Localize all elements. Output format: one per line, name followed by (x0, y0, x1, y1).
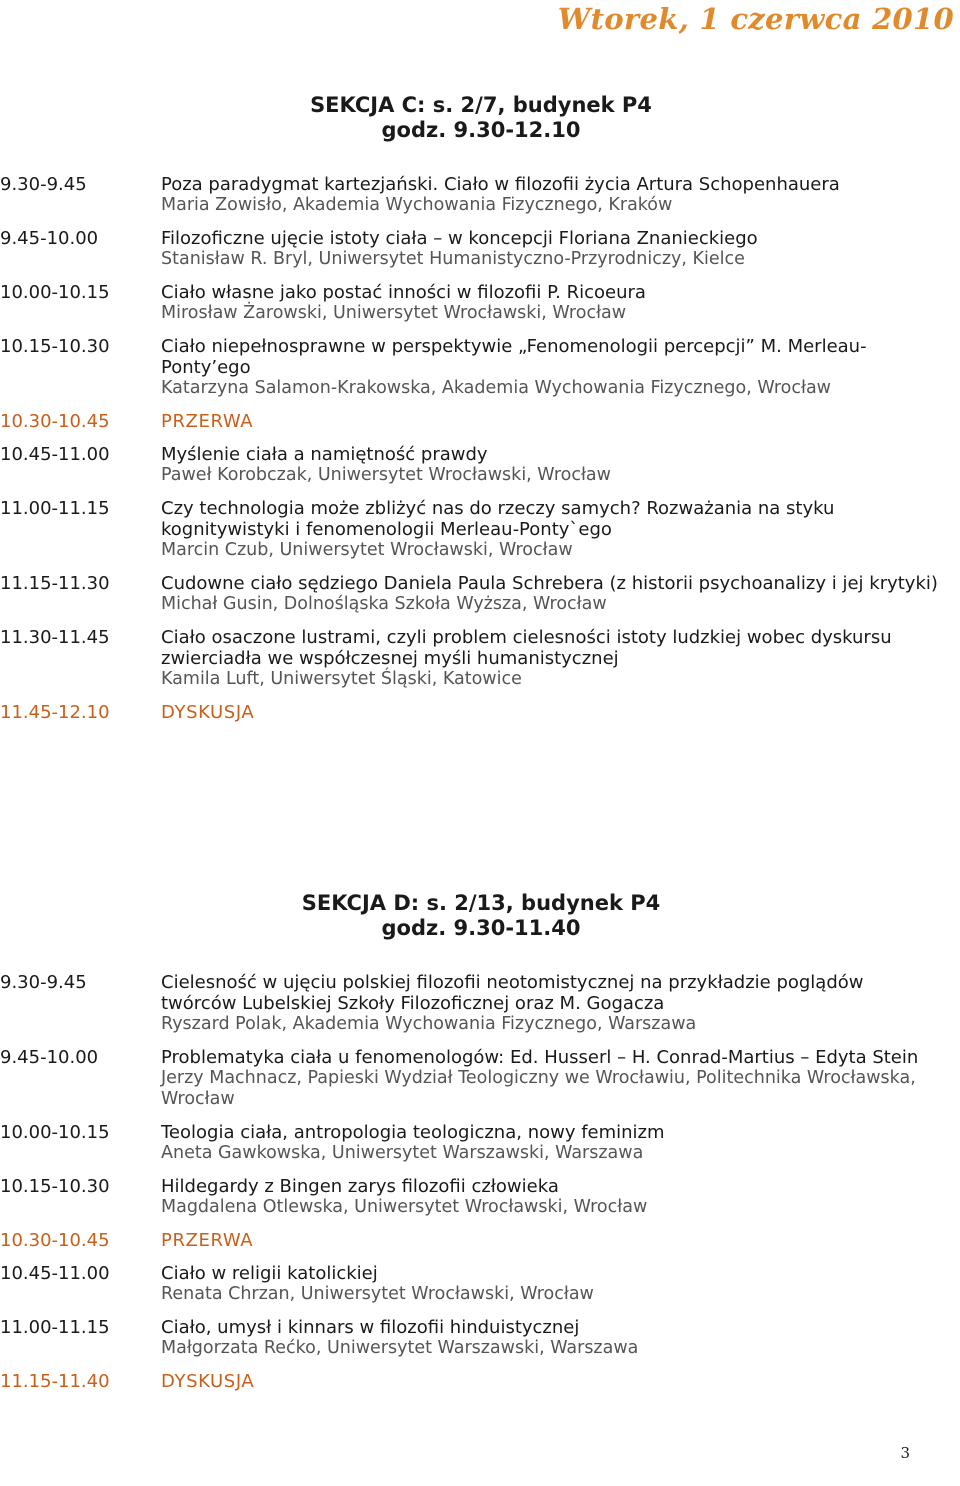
entry-time: 11.15-11.40 (0, 1371, 110, 1392)
schedule-entry (0, 972, 960, 1035)
entry-title: Ciało niepełnosprawne w perspektywie „Fenomenologii percepcji” M. Merleau-Ponty’ego (161, 336, 867, 378)
entry-author: Stanisław R. Bryl, Uniwersytet Humanistyczno-Przyrodniczy, Kielce (161, 249, 745, 269)
entry-author: Kamila Luft, Uniwersytet Śląski, Katowice (161, 669, 522, 689)
section-hours: godz. 9.30-12.10 (381, 118, 581, 142)
section-title: SEKCJA C: s. 2/7, budynek P4 (310, 93, 652, 117)
section-d (0, 891, 960, 1404)
entry-author: Aneta Gawkowska, Uniwersytet Warszawski, Warszawa (161, 1143, 644, 1163)
entry-time: 9.45-10.00 (0, 1047, 99, 1068)
entry-author: Michał Gusin, Dolnośląska Szkoła Wyższa, Wrocław (161, 594, 607, 614)
entry-title: Myślenie ciała a namiętność prawdy (161, 444, 488, 465)
entry-title: Czy technologia może zbliżyć nas do rzeczy samych? Rozważania na styku kognitywistyki i fenomenologii Merleau-Ponty`ego (161, 498, 835, 540)
schedule-entry (0, 282, 960, 324)
entry-author: Maria Zowisło, Akademia Wychowania Fizycznego, Kraków (161, 195, 673, 215)
entry-author: Małgorzata Rećko, Uniwersytet Warszawski, Warszawa (161, 1338, 639, 1358)
entry-title: Ciało, umysł i kinnars w filozofii hinduistycznej (161, 1317, 580, 1338)
schedule-discussion (0, 1371, 960, 1392)
entry-author: Paweł Korobczak, Uniwersytet Wrocławski, Wrocław (161, 465, 611, 485)
entry-time: 10.45-11.00 (0, 444, 110, 465)
entry-time: 10.45-11.00 (0, 1263, 110, 1284)
section-title: SEKCJA D: s. 2/13, budynek P4 (301, 891, 661, 915)
entry-author: Mirosław Żarowski, Uniwersytet Wrocławski, Wrocław (161, 303, 627, 323)
section-heading (0, 93, 960, 143)
page-date-header: Wtorek, 1 czerwca 2010 (557, 2, 954, 36)
entry-title: Poza paradygmat kartezjański. Ciało w filozofii życia Artura Schopenhauera (161, 174, 840, 195)
schedule-entry (0, 174, 960, 216)
entry-time: 10.00-10.15 (0, 1122, 110, 1143)
entry-title: Ciało osaczone lustrami, czyli problem cielesności istoty ludzkiej wobec dyskursu zwierciadła we współczesnej myśli humanistycznej (161, 627, 892, 669)
entry-time: 10.15-10.30 (0, 1176, 110, 1197)
entry-time: 11.30-11.45 (0, 627, 110, 648)
entry-time: 11.15-11.30 (0, 573, 110, 594)
entry-author: Magdalena Otlewska, Uniwersytet Wrocławski, Wrocław (161, 1197, 648, 1217)
entry-time: 9.45-10.00 (0, 228, 99, 249)
entry-title: Problematyka ciała u fenomenologów: Ed. Husserl – H. Conrad-Martius – Edyta Stein (161, 1047, 919, 1068)
entry-title: Hildegardy z Bingen zarys filozofii człowieka (161, 1176, 559, 1197)
schedule-break (0, 411, 960, 432)
schedule-entry (0, 1122, 960, 1164)
entry-time: 11.00-11.15 (0, 1317, 110, 1338)
entry-time: 9.30-9.45 (0, 174, 87, 195)
schedule-entry (0, 336, 960, 399)
break-label: PRZERWA (161, 411, 254, 432)
entry-time: 11.45-12.10 (0, 702, 110, 723)
entry-title: Cudowne ciało sędziego Daniela Paula Schrebera (z historii psychoanalizy i jej krytyki) (161, 573, 938, 594)
entry-time: 10.30-10.45 (0, 1230, 110, 1251)
entry-title: Teologia ciała, antropologia teologiczna, nowy feminizm (161, 1122, 665, 1143)
entry-title: Filozoficzne ujęcie istoty ciała – w koncepcji Floriana Znanieckiego (161, 228, 758, 249)
entry-time: 9.30-9.45 (0, 972, 87, 993)
section-c (0, 93, 960, 735)
entry-time: 10.00-10.15 (0, 282, 110, 303)
schedule-entry (0, 1263, 960, 1305)
section-heading (0, 891, 960, 941)
schedule-discussion (0, 702, 960, 723)
entry-time: 10.15-10.30 (0, 336, 110, 357)
entry-title: Ciało w religii katolickiej (161, 1263, 378, 1284)
schedule-entry (0, 498, 960, 561)
entry-author: Jerzy Machnacz, Papieski Wydział Teologiczny we Wrocławiu, Politechnika Wrocławska, Wrocław (161, 1068, 916, 1109)
schedule-entry (0, 444, 960, 486)
entry-title: Ciało własne jako postać inności w filozofii P. Ricoeura (161, 282, 646, 303)
page-number: 3 (900, 1444, 910, 1462)
entry-title: Cielesność w ujęciu polskiej filozofii neotomistycznej na przykładzie poglądów twórców Lubelskiej Szkoły Filozoficznej oraz M. Gogacza (161, 972, 864, 1014)
schedule-entry (0, 1176, 960, 1218)
entry-author: Renata Chrzan, Uniwersytet Wrocławski, Wrocław (161, 1284, 594, 1304)
schedule-entry (0, 627, 960, 690)
discussion-label: DYSKUSJA (161, 702, 255, 723)
entry-time: 10.30-10.45 (0, 411, 110, 432)
schedule-entry (0, 228, 960, 270)
entry-author: Ryszard Polak, Akademia Wychowania Fizycznego, Warszawa (161, 1014, 697, 1034)
section-hours: godz. 9.30-11.40 (381, 916, 581, 940)
entry-author: Marcin Czub, Uniwersytet Wrocławski, Wrocław (161, 540, 573, 560)
entry-author: Katarzyna Salamon-Krakowska, Akademia Wychowania Fizycznego, Wrocław (161, 378, 831, 398)
schedule-entry (0, 573, 960, 615)
schedule-entry (0, 1317, 960, 1359)
break-label: PRZERWA (161, 1230, 254, 1251)
discussion-label: DYSKUSJA (161, 1371, 255, 1392)
schedule-entry (0, 1047, 960, 1110)
schedule-break (0, 1230, 960, 1251)
entry-time: 11.00-11.15 (0, 498, 110, 519)
